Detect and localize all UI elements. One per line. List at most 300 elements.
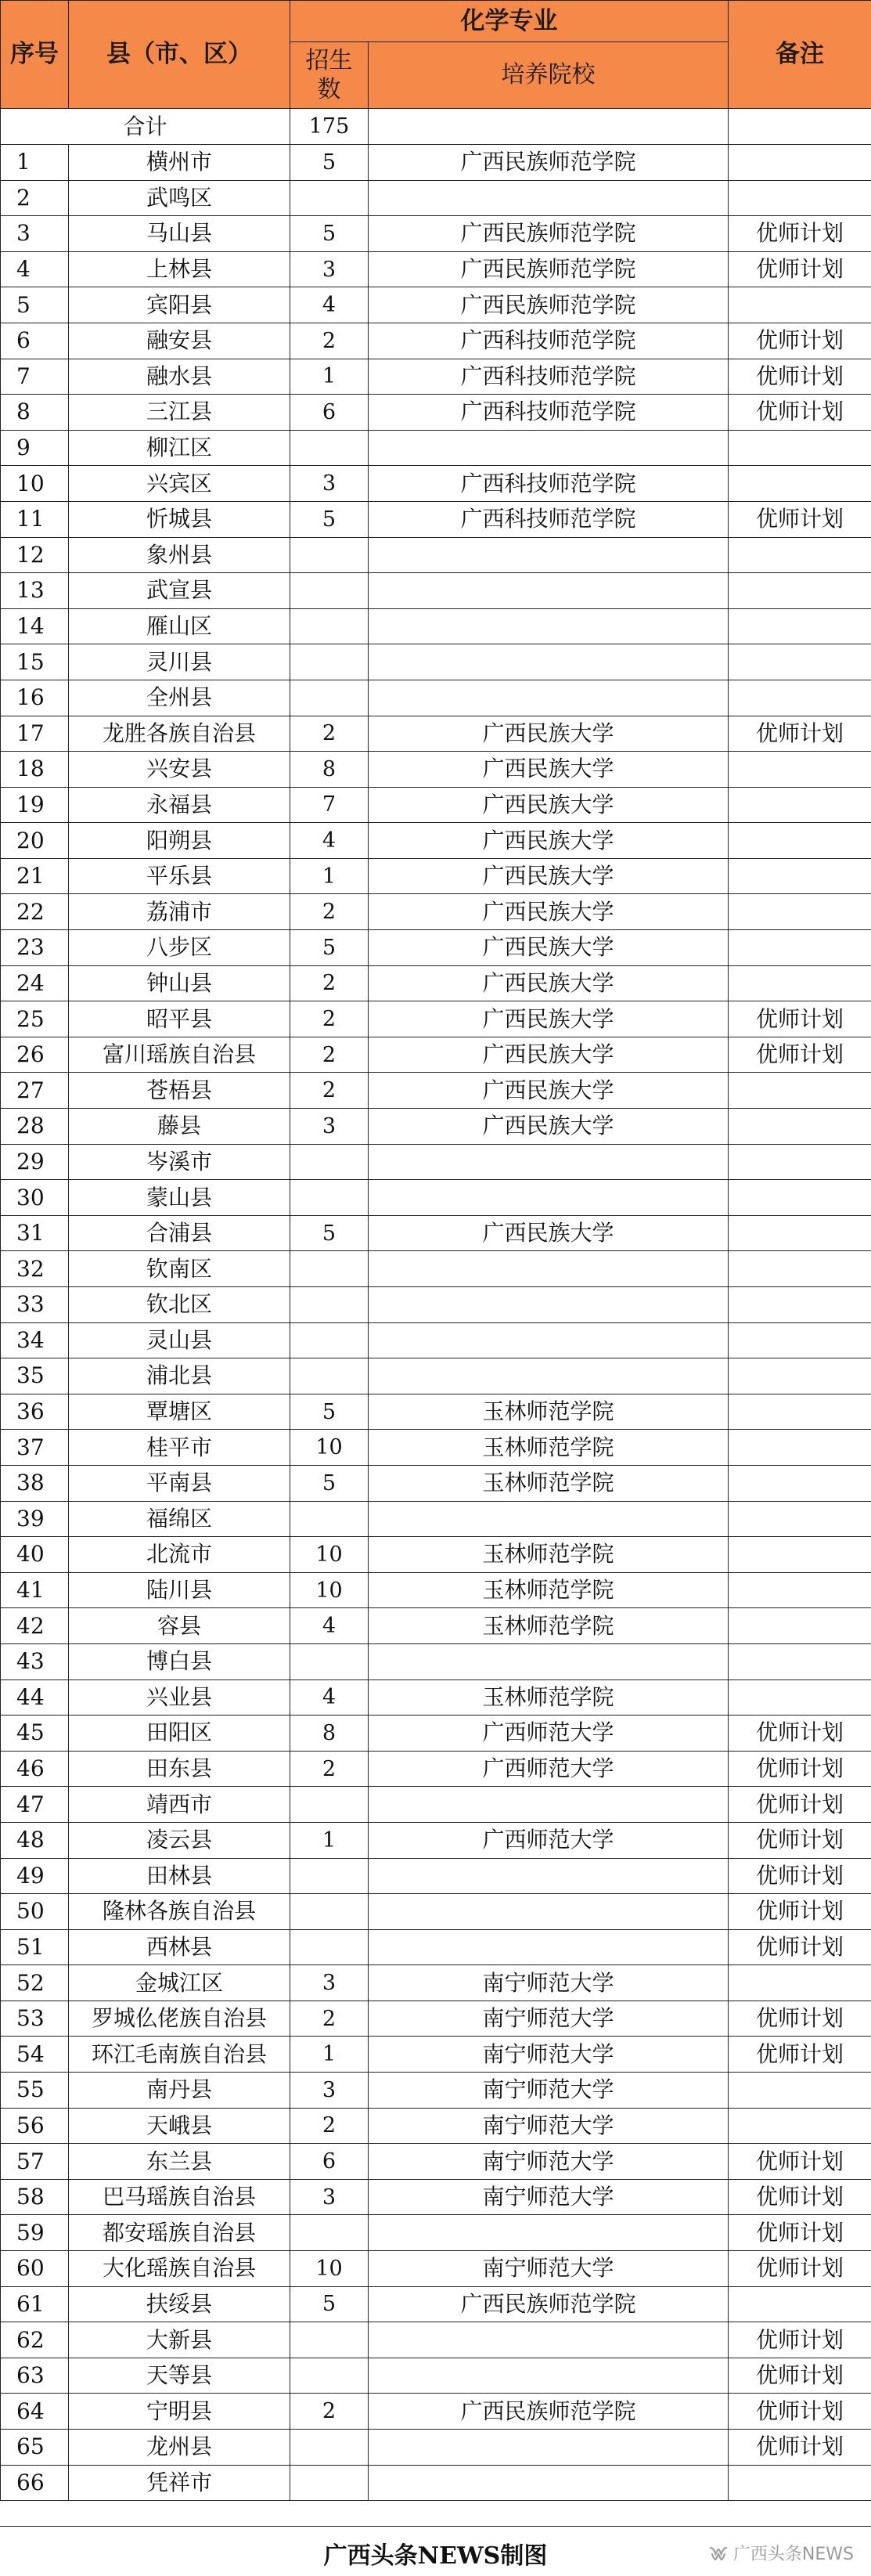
row-note: 优师计划 — [729, 1894, 871, 1930]
table-row — [1, 287, 871, 323]
table-row — [1, 573, 871, 609]
row-school — [369, 430, 729, 466]
table-row — [1, 2144, 871, 2180]
row-school — [369, 2322, 729, 2358]
row-note — [729, 644, 871, 680]
row-county: 容县 — [69, 1608, 290, 1644]
table-row — [1, 430, 871, 466]
row-school: 广西民族大学 — [369, 930, 729, 966]
row-note — [729, 1572, 871, 1608]
row-note: 优师计划 — [729, 1858, 871, 1894]
row-quota — [290, 1322, 369, 1358]
row-note: 优师计划 — [729, 1001, 871, 1037]
table-row — [1, 1394, 871, 1430]
table-row — [1, 1787, 871, 1823]
row-county: 天峨县 — [69, 2108, 290, 2144]
row-school — [369, 1643, 729, 1679]
row-note — [729, 608, 871, 644]
row-quota — [290, 1358, 369, 1394]
row-county: 灵山县 — [69, 1322, 290, 1358]
row-note — [729, 2465, 871, 2501]
row-quota: 3 — [290, 1109, 369, 1145]
row-note — [729, 145, 871, 181]
table-row — [1, 680, 871, 716]
row-quota: 2 — [290, 323, 369, 359]
row-county: 合浦县 — [69, 1215, 290, 1251]
row-seq: 48 — [1, 1822, 69, 1858]
row-school: 广西民族大学 — [369, 1037, 729, 1073]
row-school: 玉林师范学院 — [369, 1537, 729, 1573]
row-county: 平南县 — [69, 1465, 290, 1501]
row-quota: 2 — [290, 2001, 369, 2037]
row-quota — [290, 1501, 369, 1537]
row-school: 广西民族师范学院 — [369, 287, 729, 323]
row-school: 南宁师范大学 — [369, 2179, 729, 2215]
row-seq: 13 — [1, 573, 69, 609]
row-county: 东兰县 — [69, 2144, 290, 2180]
row-county: 宁明县 — [69, 2394, 290, 2430]
row-seq: 29 — [1, 1144, 69, 1180]
row-county: 环江毛南族自治县 — [69, 2037, 290, 2073]
total-school-empty — [369, 109, 729, 145]
row-county: 福绵区 — [69, 1501, 290, 1537]
row-quota — [290, 1858, 369, 1894]
row-seq: 54 — [1, 2037, 69, 2073]
row-quota: 10 — [290, 1430, 369, 1466]
row-seq: 6 — [1, 323, 69, 359]
row-note: 优师计划 — [729, 2144, 871, 2180]
row-school: 南宁师范大学 — [369, 2108, 729, 2144]
row-note: 优师计划 — [729, 2179, 871, 2215]
row-seq: 34 — [1, 1322, 69, 1358]
table-row — [1, 2037, 871, 2073]
row-seq: 50 — [1, 1894, 69, 1930]
row-note — [729, 1322, 871, 1358]
row-school: 南宁师范大学 — [369, 2251, 729, 2287]
table-row — [1, 1643, 871, 1679]
row-school: 广西民族大学 — [369, 1073, 729, 1109]
row-county: 三江县 — [69, 395, 290, 431]
row-note — [729, 537, 871, 573]
row-school — [369, 537, 729, 573]
row-county: 富川瑶族自治县 — [69, 1037, 290, 1073]
row-seq: 20 — [1, 823, 69, 859]
row-seq: 56 — [1, 2108, 69, 2144]
header-note: 备注 — [729, 1, 871, 109]
row-quota: 4 — [290, 1608, 369, 1644]
row-quota: 2 — [290, 965, 369, 1001]
row-note — [729, 1643, 871, 1679]
row-note — [729, 1465, 871, 1501]
table-row — [1, 1929, 871, 1965]
row-seq: 62 — [1, 2322, 69, 2358]
row-county: 宾阳县 — [69, 287, 290, 323]
row-seq: 35 — [1, 1358, 69, 1394]
row-seq: 1 — [1, 145, 69, 181]
table-row — [1, 359, 871, 395]
row-seq: 66 — [1, 2465, 69, 2501]
row-note — [729, 894, 871, 930]
row-note — [729, 1358, 871, 1394]
table-row — [1, 1251, 871, 1287]
row-seq: 24 — [1, 965, 69, 1001]
row-note: 优师计划 — [729, 216, 871, 252]
row-seq: 16 — [1, 680, 69, 716]
row-seq: 40 — [1, 1537, 69, 1573]
row-note — [729, 1679, 871, 1716]
row-quota: 10 — [290, 1572, 369, 1608]
row-seq: 61 — [1, 2286, 69, 2322]
table-row — [1, 1322, 871, 1358]
row-note — [729, 1109, 871, 1145]
table-row — [1, 1287, 871, 1323]
row-county: 金城江区 — [69, 1965, 290, 2001]
row-quota — [290, 1787, 369, 1823]
row-quota — [290, 2465, 369, 2501]
row-county: 浦北县 — [69, 1358, 290, 1394]
row-note: 优师计划 — [729, 1787, 871, 1823]
table-row — [1, 608, 871, 644]
table-row — [1, 2322, 871, 2358]
row-quota: 8 — [290, 752, 369, 788]
row-note — [729, 823, 871, 859]
row-school: 广西民族大学 — [369, 1109, 729, 1145]
table-row — [1, 466, 871, 502]
row-county: 兴宾区 — [69, 466, 290, 502]
row-county: 武宣县 — [69, 573, 290, 609]
table-row — [1, 1858, 871, 1894]
table-row — [1, 930, 871, 966]
row-county: 田东县 — [69, 1751, 290, 1787]
row-note: 优师计划 — [729, 2215, 871, 2251]
row-school: 南宁师范大学 — [369, 2073, 729, 2109]
row-seq: 27 — [1, 1073, 69, 1109]
row-note: 优师计划 — [729, 2394, 871, 2430]
row-quota: 5 — [290, 1465, 369, 1501]
row-school: 广西民族师范学院 — [369, 2286, 729, 2322]
row-county: 钦南区 — [69, 1251, 290, 1287]
row-note: 优师计划 — [729, 2001, 871, 2037]
row-school: 南宁师范大学 — [369, 1965, 729, 2001]
row-school: 玉林师范学院 — [369, 1608, 729, 1644]
table-row — [1, 145, 871, 181]
table-row — [1, 2073, 871, 2109]
row-school: 广西民族大学 — [369, 1001, 729, 1037]
row-note — [729, 1608, 871, 1644]
row-seq: 57 — [1, 2144, 69, 2180]
row-note — [729, 2108, 871, 2144]
row-seq: 46 — [1, 1751, 69, 1787]
row-seq: 14 — [1, 608, 69, 644]
row-note — [729, 1501, 871, 1537]
row-seq: 51 — [1, 1929, 69, 1965]
row-school — [369, 1929, 729, 1965]
header-quota: 招生 数 — [290, 42, 369, 109]
row-quota: 1 — [290, 1822, 369, 1858]
table-row — [1, 2286, 871, 2322]
watermark — [708, 2541, 854, 2565]
row-quota: 5 — [290, 145, 369, 181]
row-quota — [290, 680, 369, 716]
row-quota: 3 — [290, 466, 369, 502]
table-row — [1, 323, 871, 359]
row-county: 平乐县 — [69, 858, 290, 894]
table-row — [1, 965, 871, 1001]
row-quota — [290, 2322, 369, 2358]
row-school: 广西师范大学 — [369, 1822, 729, 1858]
row-quota: 2 — [290, 1073, 369, 1109]
row-seq: 4 — [1, 251, 69, 287]
row-county: 横州市 — [69, 145, 290, 181]
row-county: 田林县 — [69, 1858, 290, 1894]
row-note: 优师计划 — [729, 1716, 871, 1752]
row-note: 优师计划 — [729, 2358, 871, 2394]
row-county: 阳朔县 — [69, 823, 290, 859]
row-school — [369, 573, 729, 609]
row-seq: 33 — [1, 1287, 69, 1323]
row-quota — [290, 573, 369, 609]
row-county: 融安县 — [69, 323, 290, 359]
row-note — [729, 430, 871, 466]
row-school — [369, 2430, 729, 2466]
table-row — [1, 1358, 871, 1394]
row-seq: 3 — [1, 216, 69, 252]
row-seq: 38 — [1, 1465, 69, 1501]
row-seq: 44 — [1, 1679, 69, 1716]
row-quota: 5 — [290, 216, 369, 252]
row-county: 柳江区 — [69, 430, 290, 466]
row-note — [729, 2073, 871, 2109]
row-quota — [290, 430, 369, 466]
row-school: 玉林师范学院 — [369, 1679, 729, 1716]
row-school — [369, 1894, 729, 1930]
row-seq: 31 — [1, 1215, 69, 1251]
row-quota: 5 — [290, 930, 369, 966]
row-school: 南宁师范大学 — [369, 2144, 729, 2180]
row-school — [369, 1501, 729, 1537]
row-seq: 60 — [1, 2251, 69, 2287]
table-row — [1, 2358, 871, 2394]
table-row — [1, 216, 871, 252]
row-county: 兴安县 — [69, 752, 290, 788]
row-county: 八步区 — [69, 930, 290, 966]
table-row — [1, 1501, 871, 1537]
table-body — [1, 109, 871, 2501]
row-school: 南宁师范大学 — [369, 2001, 729, 2037]
row-seq: 26 — [1, 1037, 69, 1073]
table-row — [1, 1215, 871, 1251]
row-quota — [290, 1251, 369, 1287]
row-school — [369, 180, 729, 216]
row-county: 苍梧县 — [69, 1073, 290, 1109]
table-row — [1, 2179, 871, 2215]
row-seq: 2 — [1, 180, 69, 216]
row-county: 西林县 — [69, 1929, 290, 1965]
row-county: 荔浦市 — [69, 894, 290, 930]
row-quota — [290, 2215, 369, 2251]
table-row — [1, 1751, 871, 1787]
row-note — [729, 787, 871, 823]
row-school — [369, 1180, 729, 1216]
row-quota: 6 — [290, 2144, 369, 2180]
row-quota — [290, 1180, 369, 1216]
row-quota: 10 — [290, 1537, 369, 1573]
row-seq: 15 — [1, 644, 69, 680]
row-seq: 25 — [1, 1001, 69, 1037]
footer — [0, 2526, 871, 2576]
row-county: 兴业县 — [69, 1679, 290, 1716]
footer-credit: 广西头条NEWS制图 — [0, 2536, 871, 2571]
row-note — [729, 1144, 871, 1180]
wechat-channel-icon — [708, 2545, 729, 2562]
row-school — [369, 1358, 729, 1394]
row-school: 广西民族师范学院 — [369, 145, 729, 181]
row-note — [729, 466, 871, 502]
row-school: 广西师范大学 — [369, 1716, 729, 1752]
row-seq: 21 — [1, 858, 69, 894]
row-seq: 12 — [1, 537, 69, 573]
row-school: 玉林师范学院 — [369, 1394, 729, 1430]
row-seq: 59 — [1, 2215, 69, 2251]
row-county: 博白县 — [69, 1643, 290, 1679]
row-seq: 58 — [1, 2179, 69, 2215]
row-quota — [290, 537, 369, 573]
total-value: 175 — [290, 109, 369, 145]
row-note: 优师计划 — [729, 2430, 871, 2466]
row-county: 隆林各族自治县 — [69, 1894, 290, 1930]
row-school — [369, 2465, 729, 2501]
row-school — [369, 680, 729, 716]
row-quota: 2 — [290, 1037, 369, 1073]
table-row — [1, 537, 871, 573]
row-seq: 36 — [1, 1394, 69, 1430]
table-row — [1, 1822, 871, 1858]
row-school: 广西民族师范学院 — [369, 2394, 729, 2430]
row-school: 广西民族大学 — [369, 752, 729, 788]
row-county: 大新县 — [69, 2322, 290, 2358]
row-county: 龙胜各族自治县 — [69, 716, 290, 752]
table-row — [1, 1073, 871, 1109]
row-school: 广西民族师范学院 — [369, 216, 729, 252]
row-note: 优师计划 — [729, 1929, 871, 1965]
row-school: 广西民族大学 — [369, 894, 729, 930]
row-quota: 2 — [290, 1751, 369, 1787]
row-county: 覃塘区 — [69, 1394, 290, 1430]
row-note — [729, 1180, 871, 1216]
row-note: 优师计划 — [729, 395, 871, 431]
row-seq: 28 — [1, 1109, 69, 1145]
row-school: 广西民族大学 — [369, 1215, 729, 1251]
row-school: 广西民族师范学院 — [369, 251, 729, 287]
row-quota — [290, 1643, 369, 1679]
row-note: 优师计划 — [729, 2322, 871, 2358]
row-quota — [290, 180, 369, 216]
row-seq: 47 — [1, 1787, 69, 1823]
row-note: 优师计划 — [729, 359, 871, 395]
table-row — [1, 1001, 871, 1037]
row-county: 全州县 — [69, 680, 290, 716]
table-row — [1, 1180, 871, 1216]
row-note — [729, 752, 871, 788]
header-school: 培养院校 — [369, 42, 729, 109]
row-county: 灵川县 — [69, 644, 290, 680]
row-school — [369, 1787, 729, 1823]
row-quota: 10 — [290, 2251, 369, 2287]
row-note — [729, 680, 871, 716]
row-note — [729, 1251, 871, 1287]
table-row — [1, 2108, 871, 2144]
row-quota: 4 — [290, 287, 369, 323]
table-row — [1, 1894, 871, 1930]
row-county: 蒙山县 — [69, 1180, 290, 1216]
row-seq: 7 — [1, 359, 69, 395]
row-seq: 42 — [1, 1608, 69, 1644]
row-school — [369, 2358, 729, 2394]
row-school: 玉林师范学院 — [369, 1430, 729, 1466]
row-note — [729, 930, 871, 966]
row-quota: 5 — [290, 1394, 369, 1430]
row-county: 靖西市 — [69, 1787, 290, 1823]
row-school: 广西科技师范学院 — [369, 395, 729, 431]
row-seq: 18 — [1, 752, 69, 788]
row-quota: 2 — [290, 1001, 369, 1037]
row-county: 象州县 — [69, 537, 290, 573]
row-note: 优师计划 — [729, 501, 871, 537]
row-quota — [290, 608, 369, 644]
row-county: 永福县 — [69, 787, 290, 823]
row-seq: 52 — [1, 1965, 69, 2001]
row-seq: 43 — [1, 1643, 69, 1679]
table-header — [1, 1, 871, 109]
row-school: 南宁师范大学 — [369, 2037, 729, 2073]
row-quota: 3 — [290, 251, 369, 287]
row-note: 优师计划 — [729, 2251, 871, 2287]
row-quota — [290, 1144, 369, 1180]
row-school: 广西师范大学 — [369, 1751, 729, 1787]
row-quota — [290, 644, 369, 680]
row-note — [729, 180, 871, 216]
row-quota: 3 — [290, 2179, 369, 2215]
row-county: 雁山区 — [69, 608, 290, 644]
table-row — [1, 501, 871, 537]
row-note: 优师计划 — [729, 716, 871, 752]
row-seq: 65 — [1, 2430, 69, 2466]
row-note — [729, 1287, 871, 1323]
row-quota: 2 — [290, 894, 369, 930]
watermark-text: 广西头条NEWS — [733, 2541, 854, 2565]
total-row — [1, 109, 871, 145]
row-quota — [290, 2358, 369, 2394]
table-row — [1, 1537, 871, 1573]
row-note: 优师计划 — [729, 1751, 871, 1787]
table-row — [1, 823, 871, 859]
row-seq: 55 — [1, 2073, 69, 2109]
row-school: 广西民族大学 — [369, 823, 729, 859]
row-county: 大化瑶族自治县 — [69, 2251, 290, 2287]
total-label: 合计 — [1, 109, 290, 145]
table-row — [1, 1608, 871, 1644]
row-seq: 39 — [1, 1501, 69, 1537]
row-quota: 5 — [290, 2286, 369, 2322]
row-school — [369, 1858, 729, 1894]
table-row — [1, 180, 871, 216]
row-school — [369, 608, 729, 644]
table-row — [1, 2251, 871, 2287]
row-seq: 23 — [1, 930, 69, 966]
table-row — [1, 2430, 871, 2466]
row-quota: 1 — [290, 858, 369, 894]
row-school — [369, 1287, 729, 1323]
